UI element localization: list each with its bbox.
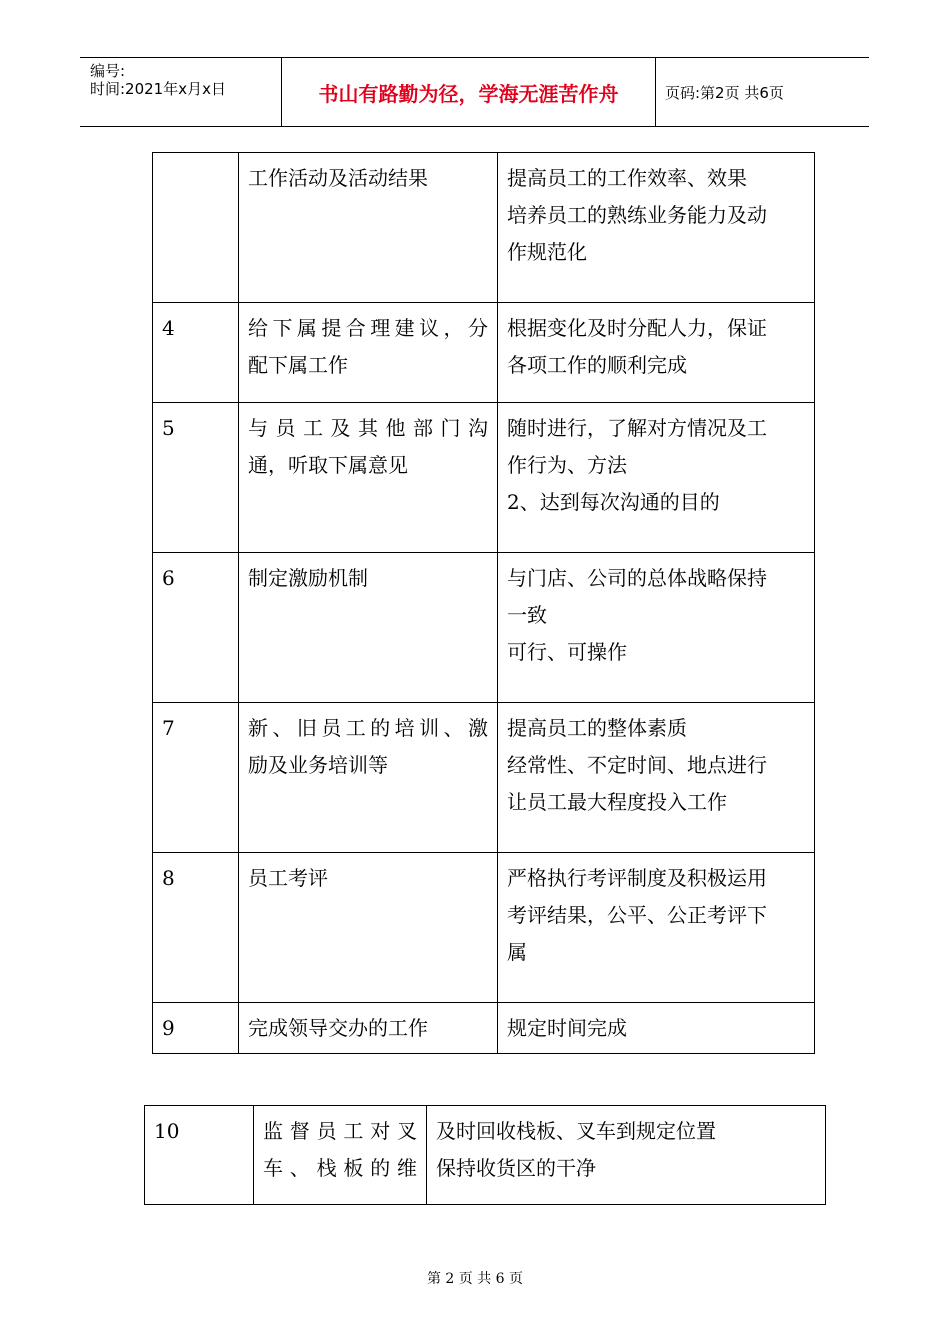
table-row <box>153 403 815 553</box>
duty-requirement: 根据变化及时分配人力，保证 各项工作的顺利完成 <box>498 303 815 403</box>
duty-item: 与员工及其他部门沟 通，听取下属意见 <box>239 403 498 553</box>
duty-item: 工作活动及活动结果 <box>239 153 498 303</box>
row-number: 10 <box>145 1106 254 1205</box>
header-divider <box>655 58 656 126</box>
duty-item: 新、旧员工的培训、激 励及业务培训等 <box>239 703 498 853</box>
table-row <box>153 1003 815 1054</box>
row-number: 9 <box>153 1003 239 1054</box>
duty-item: 完成领导交办的工作 <box>239 1003 498 1054</box>
table-row <box>153 303 815 403</box>
header-page-label: 页码:第2页 共6页 <box>665 83 784 102</box>
row-number: 6 <box>153 553 239 703</box>
duty-item: 制定激励机制 <box>239 553 498 703</box>
duty-requirement: 严格执行考评制度及积极运用 考评结果，公平、公正考评下 属 <box>498 853 815 1003</box>
duty-table-continued <box>144 1105 826 1205</box>
page-footer: 第 2 页 共 6 页 <box>426 1271 524 1287</box>
duty-item: 员工考评 <box>239 853 498 1003</box>
table-row <box>145 1106 826 1205</box>
duty-requirement: 随时进行，了解对方情况及工 作行为、方法 2、达到每次沟通的目的 <box>498 403 815 553</box>
row-number: 8 <box>153 853 239 1003</box>
row-number: 5 <box>153 403 239 553</box>
duty-requirement: 提高员工的工作效率、效果 培养员工的熟练业务能力及动 作规范化 <box>498 153 815 303</box>
header-meta <box>90 62 280 98</box>
table-row <box>153 553 815 703</box>
duty-requirement: 规定时间完成 <box>498 1003 815 1054</box>
page-header <box>80 57 869 127</box>
table-row <box>153 153 815 303</box>
table-row <box>153 853 815 1003</box>
duty-requirement: 提高员工的整体素质 经常性、不定时间、地点进行 让员工最大程度投入工作 <box>498 703 815 853</box>
table-row <box>153 703 815 853</box>
duty-item: 给下属提合理建议，分 配下属工作 <box>239 303 498 403</box>
document-time-label: 时间:2021年x月x日 <box>90 80 226 98</box>
row-number <box>153 153 239 303</box>
duty-item: 监督员工对叉 车、栈板的维 <box>254 1106 427 1205</box>
duty-requirement: 与门店、公司的总体战略保持 一致 可行、可操作 <box>498 553 815 703</box>
row-number: 4 <box>153 303 239 403</box>
row-number: 7 <box>153 703 239 853</box>
duty-requirement: 及时回收栈板、叉车到规定位置 保持收货区的干净 <box>427 1106 826 1205</box>
duty-table <box>152 152 815 1054</box>
header-motto: 书山有路勤为径，学海无涯苦作舟 <box>318 81 619 106</box>
document-code-label: 编号: <box>90 62 126 80</box>
